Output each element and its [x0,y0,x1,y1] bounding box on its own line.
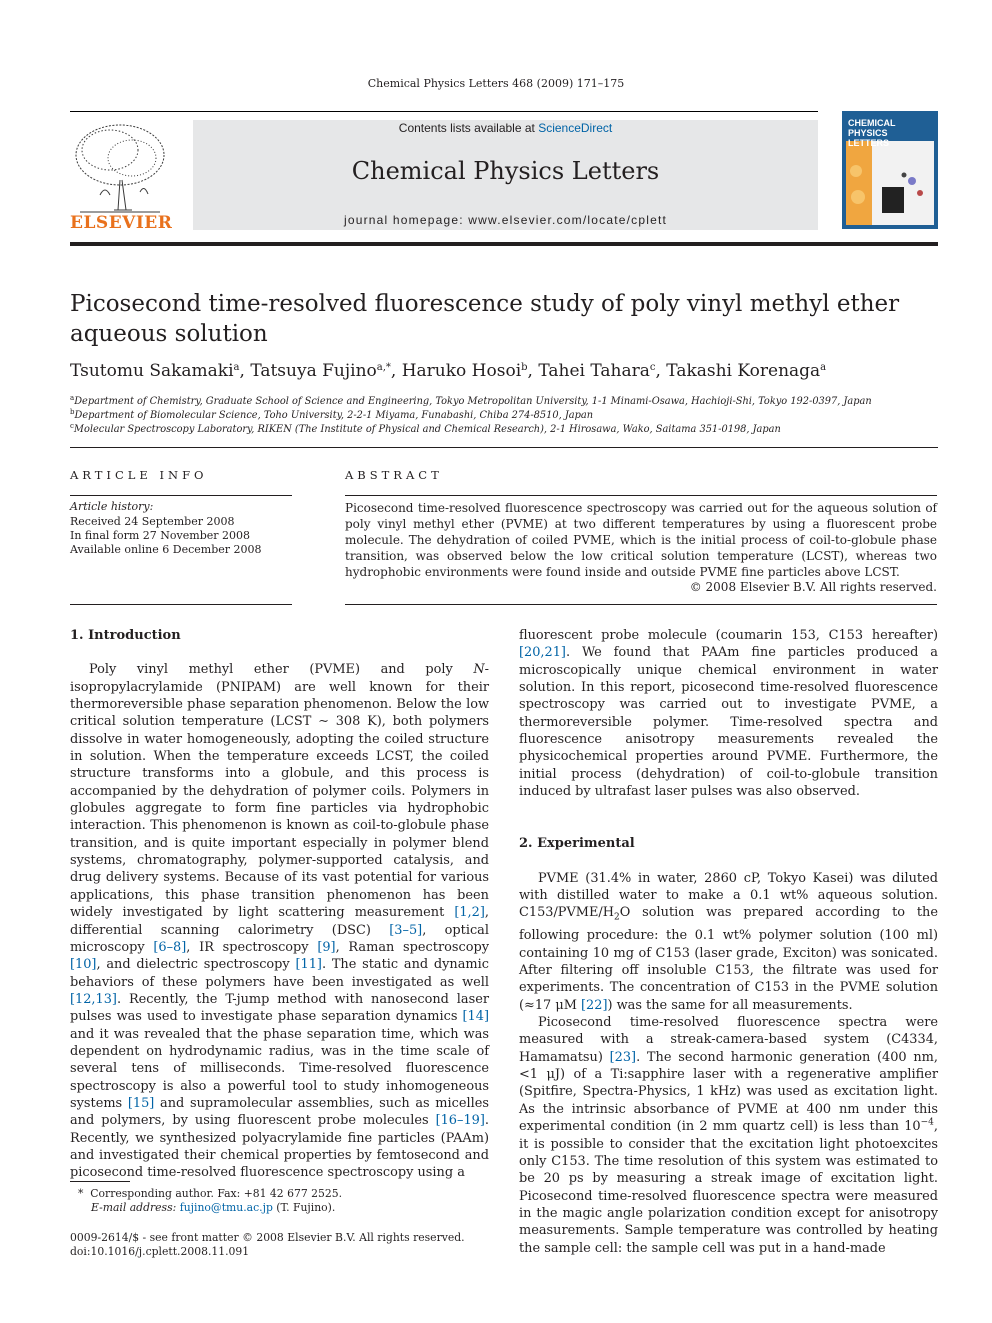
title-line-1: Picosecond time-resolved fluorescence study of poly vinyl methyl ether [70,291,900,317]
reference-link[interactable]: [9] [317,939,336,955]
received-date: Received 24 September 2008 [70,515,235,528]
reference-link[interactable]: [16–19] [435,1113,485,1129]
abstract-rule [345,495,937,496]
article-info-rule [70,495,292,496]
reference-link[interactable]: [14] [462,1009,489,1025]
contents-line [193,121,818,135]
author-list [70,361,930,381]
cover-line-3: LETTERS [848,138,890,148]
journal-title: Chemical Physics Letters [351,157,660,185]
abstract-heading: ABSTRACT [345,468,443,482]
abstract-bottom-rule [345,604,937,605]
corresponding-author-note: * Corresponding author. Fax: +81 42 677 2525. [78,1187,343,1200]
intro-paragraph: Poly vinyl methyl ether (PVME) and poly N-isopropylacrylamide (PNIPAM) are well known for their thermoreversible phase separation phenomenon. Below the low critical solution temperature (LCST ∼ 308 K), both polymers dissolve in water homogeneously, adopting the coiled structure in solution. When the temperature exceeds LCST, the coiled structure transforms into a globule, and this process is accompanied by the dehydration of polymer coils. Polymers in globules aggregate to form fine particles via hydrophobic interaction. This phenomenon is known as coil-to-globule phase transition, and is quite important especially in polymer blend systems, chromatography, polymer-supported catalysis, and drug delivery systems. Because of its vast potential for various applications, this phase transition phenomenon has been widely investigated by light scattering measurement [1,2], differential scanning calorimetry (DSC) [3–5], optical microscopy [6–8], IR spectroscopy [9], Raman spectroscopy [10], and dielectric spectroscopy [11]. The static and dynamic behaviors of these polymers have been investigated as well [12,13]. Recently, the T-jump method with nanosecond laser pulses was used to investigate phase separation dynamics [14] and it was revealed that the phase separation time, which was dependent on hydrodynamic radius, was in the time scale of several tens of milliseconds. Time-resolved fluorescence spectroscopy is also a powerful tool to study inhomogeneous systems [15] and supramolecular assemblies, such as micelles and polymers, by using fluorescent probe molecules [16–19]. Recently, we synthesized polyacrylamide fine particles (PAAm) and investigated their chemical properties by femtosecond and picosecond time-resolved fluorescence spectroscopy using a [70,662,490,1181]
intro-continuation: fluorescent probe molecule (coumarin 153, C153 hereafter) [20,21]. We found that PAAm fine particles produced a microscopically unique chemical environment in water solution. In this report, picosecond time-resolved fluorescence spectroscopy was carried out to investigate PVME, a thermoreversible polymer. Time-resolved spectra and fluorescence anisotropy measurements revealed the physicochemical properties around PVME. Furthermore, the initial process (dehydration) of coil-to-globule transition induced by ultrafast laser pulses was also observed. [519,628,938,800]
reference-link[interactable]: [6–8] [153,939,187,955]
article-info-bottom-rule [70,604,292,605]
affiliation-c: $^c$Molecular Spectroscopy Laboratory, RIKEN (The Institute of Physical and Chemical Research), 2-1 Hirosawa, Wako, Saitama 351-0198, Japan [70,422,781,435]
reference-link[interactable]: [23] [609,1049,637,1065]
elsevier-wordmark: ELSEVIER [70,213,173,233]
author: Takashi Korenaga$^a$ [666,361,827,381]
affiliation-b: $^b$Department of Biomolecular Science, Toho University, 2-2-1 Miyama, Funabashi, Chiba 274-8510, Japan [70,408,594,421]
reference-link[interactable]: [22] [581,997,608,1013]
cover-line-1: CHEMICAL [848,118,896,128]
right-column [519,627,938,1257]
experimental-heading: 2. Experimental [519,836,635,852]
introduction-heading: 1. Introduction [70,628,181,643]
title-line-2: aqueous solution [70,321,268,347]
revised-date: In final form 27 November 2008 [70,529,250,542]
article-title [70,289,930,349]
experimental-paragraph-2: Picosecond time-resolved fluorescence spectra were measured with a streak-camera-based system (C4334, Hamamatsu) [23]. The second harmonic generation (400 nm, <1 μJ) of a Ti:sapphire laser with a regenerative amplifier (Spitfire, Spectra-Physics, 1 kHz) was used as excitation light. As the intrinsic absorbance of PVME at 400 nm under this experimental condition (in 2 mm quartz cell) is less than $10^{-4}$, it is possible to consider that the excitation light photoexcites only C153. The time resolution of this system was estimated to be 20 ps by measuring a streak image of excitation light. Picosecond time-resolved fluorescence spectra were measured in the magic angle polarization condition except for anisotropy measurements. Sample temperature was controlled by heating the sample cell: the sample cell was put in a hand-made [519,1015,938,1256]
header-thick-rule [70,242,938,246]
author: Tatsuya Fujino$^{a,*}$, [250,361,402,381]
reference-link[interactable]: [3–5] [389,922,423,938]
reference-link[interactable]: [15] [127,1095,155,1111]
online-date: Available online 6 December 2008 [70,543,262,556]
abstract-text: Picosecond time-resolved fluorescence spectroscopy was carried out for the aqueous solution of poly vinyl methyl ether (PVME) at two different temperatures by using a fluorescent probe molecule. The dehydration of coiled PVME, which is the initial process of coil-to-globule phase transition, was observed below the low critical solution temperature (LCST), whereas two hydrophobic environments were found inside and outside PVME fine particles above LCST. [345,501,937,580]
contents-prefix: Contents lists available at [398,121,539,135]
header-top-rule [70,111,818,112]
journal-homepage[interactable]: journal homepage: www.elsevier.com/locate/cplett [343,213,668,227]
doi-line[interactable]: doi:10.1016/j.cplett.2008.11.091 [70,1245,250,1258]
article-history-label: Article history: [70,500,154,513]
experimental-paragraph-1: PVME (31.4% in water, 2860 cP, Tokyo Kasei) was diluted with distilled water to make a 0.1 wt% aqueous solution. $C153/PVME/H_2O$ solution was prepared according to the following procedure: the 0.1 wt% polymer solution (100 ml) containing 10 mg of C153 (laser grade, Exciton) was sonicated. After filtering off insoluble C153, the filtrate was used for experiments. The concentration of C153 in the PVME solution (≈17 μM [22]) was the same for all measurements. [519,870,938,1013]
issn-line: 0009-2614/$ - see front matter © 2008 Elsevier B.V. All rights reserved. [70,1231,465,1244]
author: Tsutomu Sakamaki$^a$, [70,361,251,381]
reference-link[interactable]: [12,13] [70,991,117,1007]
left-column [70,627,489,1182]
cover-line-2: PHYSICS [848,128,888,138]
author: Haruko Hosoi$^b$, [401,361,539,381]
reference-link[interactable]: [20,21] [519,645,566,661]
email-link[interactable]: fujino@tmu.ac.jp [179,1201,273,1214]
journal-citation: Chemical Physics Letters 468 (2009) 171–175 [367,77,625,90]
sciencedirect-link[interactable]: ScienceDirect [538,121,613,135]
cover-title [848,118,936,148]
reference-link[interactable]: [11] [295,957,322,973]
article-info-heading: ARTICLE INFO [70,468,208,482]
reference-link[interactable]: [1,2] [454,905,485,921]
abstract-copyright: © 2008 Elsevier B.V. All rights reserved. [689,580,937,594]
author: Tahei Tahara$^c$, [538,361,667,381]
affiliation-a: $^a$Department of Chemistry, Graduate School of Science and Engineering, Tokyo Metropolitan University, 1-1 Minami-Osawa, Hachioji-Shi, Tokyo 192-0397, Japan [70,394,872,407]
reference-link[interactable]: [10] [70,957,97,973]
footnote-rule [70,1181,130,1182]
affiliation-rule [70,447,938,448]
email-note: E-mail address: fujino@tmu.ac.jp (T. Fujino). [91,1201,336,1214]
